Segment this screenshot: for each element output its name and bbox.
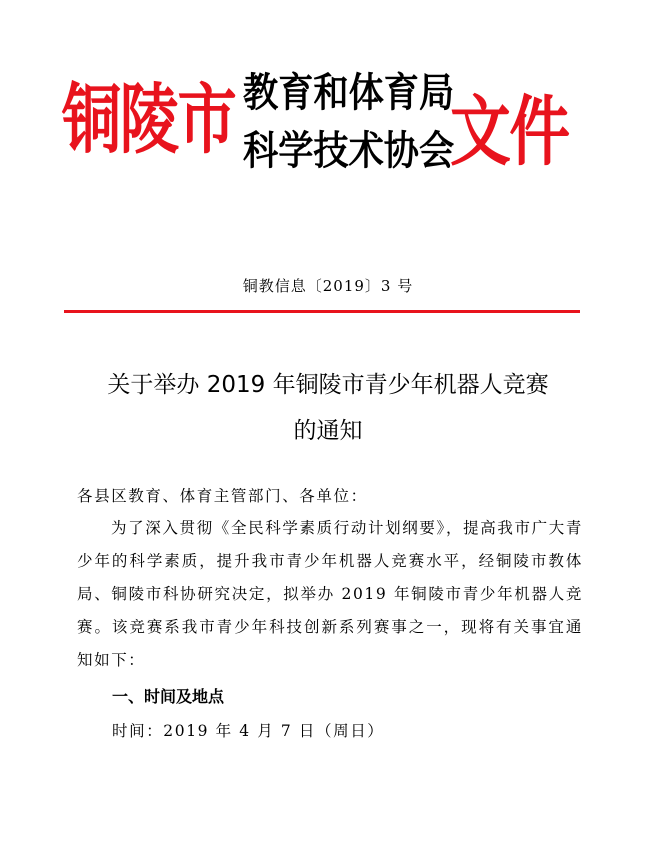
header-org-block: [243, 64, 454, 180]
event-time-line: 时间：2019 年 4 月 7 日（周日）: [112, 722, 385, 740]
salutation: 各县区教育、体育主管部门、各单位：: [77, 487, 368, 505]
header-doc-type: 文件: [450, 87, 569, 176]
header-org-line-1: 教育和体育局: [243, 70, 455, 116]
document-title-line-2: 的通知: [293, 418, 363, 444]
header-city: 铜陵市: [62, 75, 236, 164]
document-title-line-1: 关于举办 2019 年铜陵市青少年机器人竞赛: [107, 372, 549, 398]
section-heading-time-location: 一、时间及地点: [112, 687, 225, 706]
red-divider: [64, 310, 580, 313]
header-org-line-2: 科学技术协会: [243, 128, 455, 174]
document-number: 铜教信息〔2019〕3 号: [242, 277, 414, 295]
intro-paragraph: 为了深入贯彻《全民科学素质行动计划纲要》，提高我市广大青少年的科学素质，提升我市青少年机器人竞赛水平，经铜陵市教体局、铜陵市科协研究决定，拟举办 2019 年铜陵市青少年机器人竞赛。该竞赛系我市青少年科技创新系列赛事之一，现将有关事宜通知如下：: [77, 519, 583, 669]
